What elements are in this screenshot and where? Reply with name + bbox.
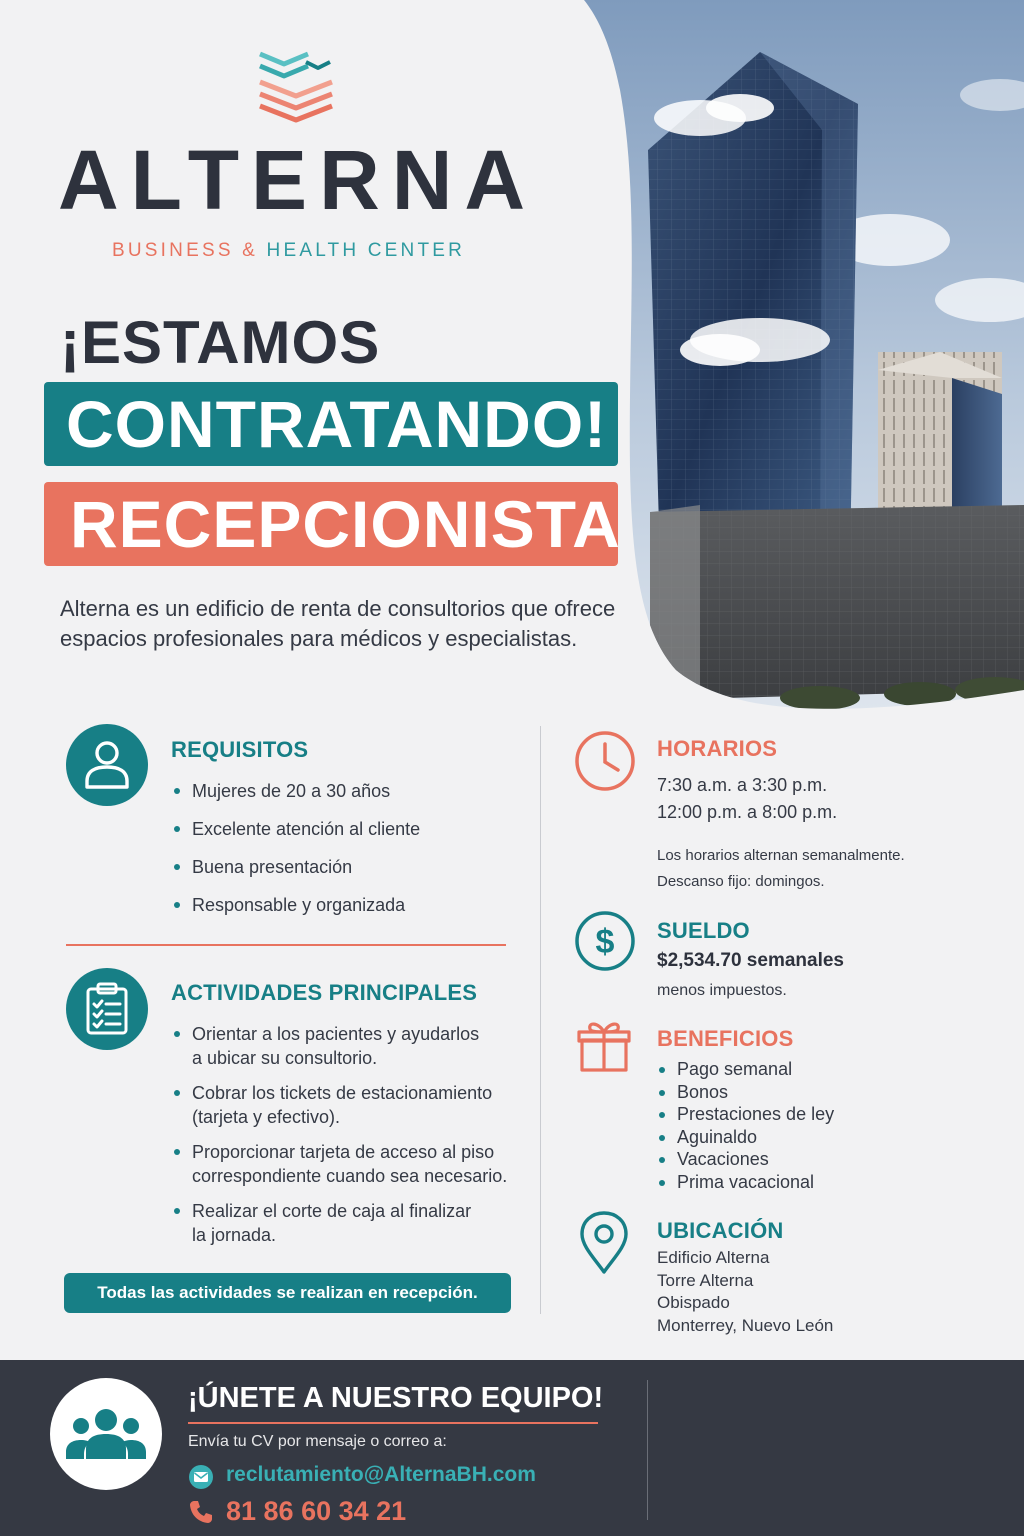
shift-1: 7:30 a.m. a 3:30 p.m. <box>657 775 828 795</box>
list-item: Responsable y organizada <box>172 893 420 931</box>
ubicacion-title: UBICACIÓN <box>657 1218 784 1243</box>
activities-note-badge: Todas las actividades se realizan en recepción. <box>64 1273 511 1313</box>
position-banner: RECEPCIONISTA <box>44 482 618 566</box>
address-line-4: Monterrey, Nuevo León <box>657 1316 834 1335</box>
brand-name: ALTERNA <box>58 133 538 227</box>
logo-chevrons-icon <box>256 48 336 126</box>
list-item-line: la jornada. <box>192 1225 277 1245</box>
list-item: Bonos <box>657 1081 834 1104</box>
list-item: Mujeres de 20 a 30 años <box>172 779 420 817</box>
list-item: Prestaciones de ley <box>657 1103 834 1126</box>
location-pin-icon <box>578 1210 630 1276</box>
contact-phone-link[interactable]: 81 86 60 34 21 <box>226 1496 407 1526</box>
team-icon <box>50 1378 162 1490</box>
horarios-note-2: Descanso fijo: domingos. <box>657 873 825 890</box>
list-item: Pago semanal <box>657 1058 834 1081</box>
list-item <box>172 1140 507 1188</box>
gift-icon <box>576 1018 632 1074</box>
cta-subtitle: Envía tu CV por mensaje o correo a: <box>188 1433 447 1450</box>
list-item: Excelente atención al cliente <box>172 817 420 855</box>
contact-email-link[interactable]: reclutamiento@AlternaBH.com <box>226 1463 536 1486</box>
dollar-icon <box>574 910 636 972</box>
phone-icon <box>188 1499 214 1525</box>
clipboard-icon <box>66 968 148 1050</box>
user-icon <box>66 724 148 806</box>
actividades-list <box>172 1022 507 1258</box>
list-item-line: Orientar a los pacientes y ayudarlos <box>192 1024 480 1044</box>
headline-banner-hiring: CONTRATANDO! <box>44 382 618 466</box>
actividades-title: ACTIVIDADES PRINCIPALES <box>171 980 478 1005</box>
horarios-title: HORARIOS <box>657 736 778 761</box>
list-item <box>172 1199 507 1247</box>
beneficios-title: BENEFICIOS <box>657 1026 794 1051</box>
list-item: Buena presentación <box>172 855 420 893</box>
list-item-line: (tarjeta y efectivo). <box>192 1107 341 1127</box>
salary-note: menos impuestos. <box>657 982 787 999</box>
requisitos-title: REQUISITOS <box>171 737 309 762</box>
list-item <box>172 1022 507 1070</box>
list-item-line: correspondiente cuando sea necesario. <box>192 1166 508 1186</box>
svg-text:$: $ <box>595 923 615 961</box>
salary-amount: $2,534.70 semanales <box>657 950 844 971</box>
sueldo-title: SUELDO <box>657 918 750 943</box>
tagline-part2: HEALTH CENTER <box>266 240 466 261</box>
column-divider <box>540 726 541 1314</box>
list-item-line: a ubicar su consultorio. <box>192 1048 378 1068</box>
tagline-part1: BUSINESS & <box>112 240 259 261</box>
section-divider <box>66 944 506 946</box>
requisitos-list <box>172 779 420 931</box>
horarios-note-1: Los horarios alternan semanalmente. <box>657 847 905 864</box>
cta-title: ¡ÚNETE A NUESTRO EQUIPO! <box>188 1382 604 1414</box>
brand-tagline <box>112 240 465 262</box>
footer-divider <box>647 1380 648 1520</box>
list-item: Vacaciones <box>657 1148 834 1171</box>
list-item-line: Cobrar los tickets de estacionamiento <box>192 1083 493 1103</box>
cta-underline <box>188 1422 598 1424</box>
list-item-line: Proporcionar tarjeta de acceso al piso <box>192 1142 495 1162</box>
list-item <box>172 1081 507 1129</box>
list-item: Aguinaldo <box>657 1126 834 1149</box>
intro-text: Alterna es un edificio de renta de consultorios que ofrece espacios profesionales para médicos y especialistas. <box>60 596 616 651</box>
address-line-3: Obispado <box>657 1293 730 1312</box>
address-line-1: Edificio Alterna <box>657 1248 770 1267</box>
mail-icon <box>188 1464 214 1490</box>
shift-2: 12:00 p.m. a 8:00 p.m. <box>657 802 838 822</box>
list-item: Prima vacacional <box>657 1171 834 1194</box>
address-line-2: Torre Alterna <box>657 1271 754 1290</box>
headline-line1: ¡ESTAMOS <box>60 309 381 376</box>
clock-icon <box>574 730 636 792</box>
beneficios-list <box>657 1058 834 1194</box>
list-item-line: Realizar el corte de caja al finalizar <box>192 1201 472 1221</box>
